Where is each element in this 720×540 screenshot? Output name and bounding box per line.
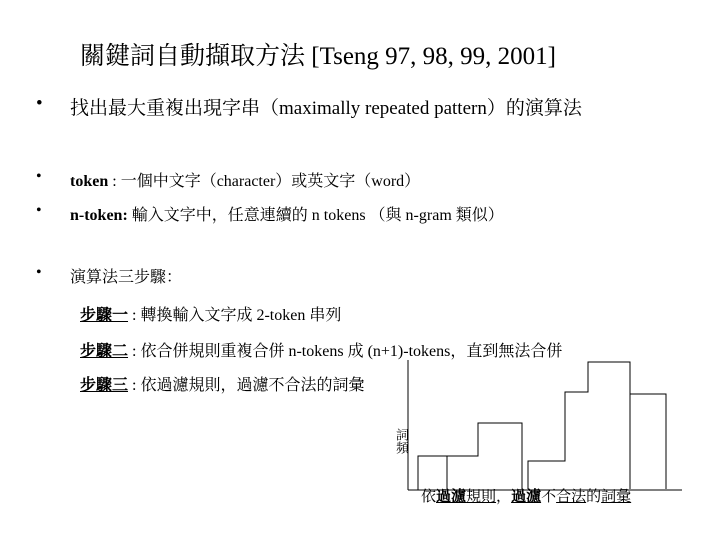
step-separator: : (128, 377, 141, 394)
step-label: 步驟二 (80, 343, 129, 360)
frequency-step-3 (528, 362, 630, 489)
x-label-part: 不 (541, 488, 557, 505)
diagram-y-label: 詞頻 (394, 428, 409, 454)
bullet-dot: • (36, 202, 42, 219)
x-label-part: 過濾 (511, 488, 542, 505)
slide-title: 關鍵詞自動擷取方法 [Tseng 97, 98, 99, 2001] (80, 43, 557, 70)
x-label-part: 合法 (556, 488, 587, 505)
bullet-term: n-token: (70, 207, 128, 224)
bullet-definition: 輸入文字中，任意連續的 n tokens （與 n-gram 類似） (131, 207, 504, 224)
step-text: 依過濾規則，過濾不合法的詞彙 (140, 377, 365, 394)
bullet-dot: • (36, 168, 42, 185)
x-label-part: 的 (586, 488, 602, 505)
diagram-x-label (421, 485, 631, 506)
bullet-dot: • (36, 93, 43, 114)
x-label-part: 規則 (466, 488, 497, 505)
frequency-step-2 (447, 423, 522, 489)
x-label-part: ， (496, 488, 512, 505)
step-text: 依合併規則重複合併 n-tokens 成 (n+1)-tokens，直到無法合併 (140, 343, 563, 360)
step-text: 轉換輸入文字成 2-token 串列 (140, 307, 342, 324)
bullet-separator: : (108, 173, 121, 190)
bullet-definition: 一個中文字（character）或英文字（word） (120, 173, 421, 190)
step-label: 步驟三 (80, 377, 129, 394)
x-label-part: 詞彙 (601, 488, 632, 505)
bullet-text: 找出最大重複出現字串（maximally repeated pattern）的演算法 (70, 98, 582, 119)
step-label: 步驟一 (80, 307, 129, 324)
frequency-step-4 (630, 394, 666, 489)
step-separator: : (128, 343, 141, 360)
x-label-part: 過濾 (436, 488, 467, 505)
step-separator: : (128, 307, 141, 324)
bullet-term: token (70, 173, 109, 190)
x-label-part: 依 (421, 488, 437, 505)
bullet-dot: • (36, 264, 42, 281)
bullet-text: 演算法三步驟： (70, 269, 183, 286)
